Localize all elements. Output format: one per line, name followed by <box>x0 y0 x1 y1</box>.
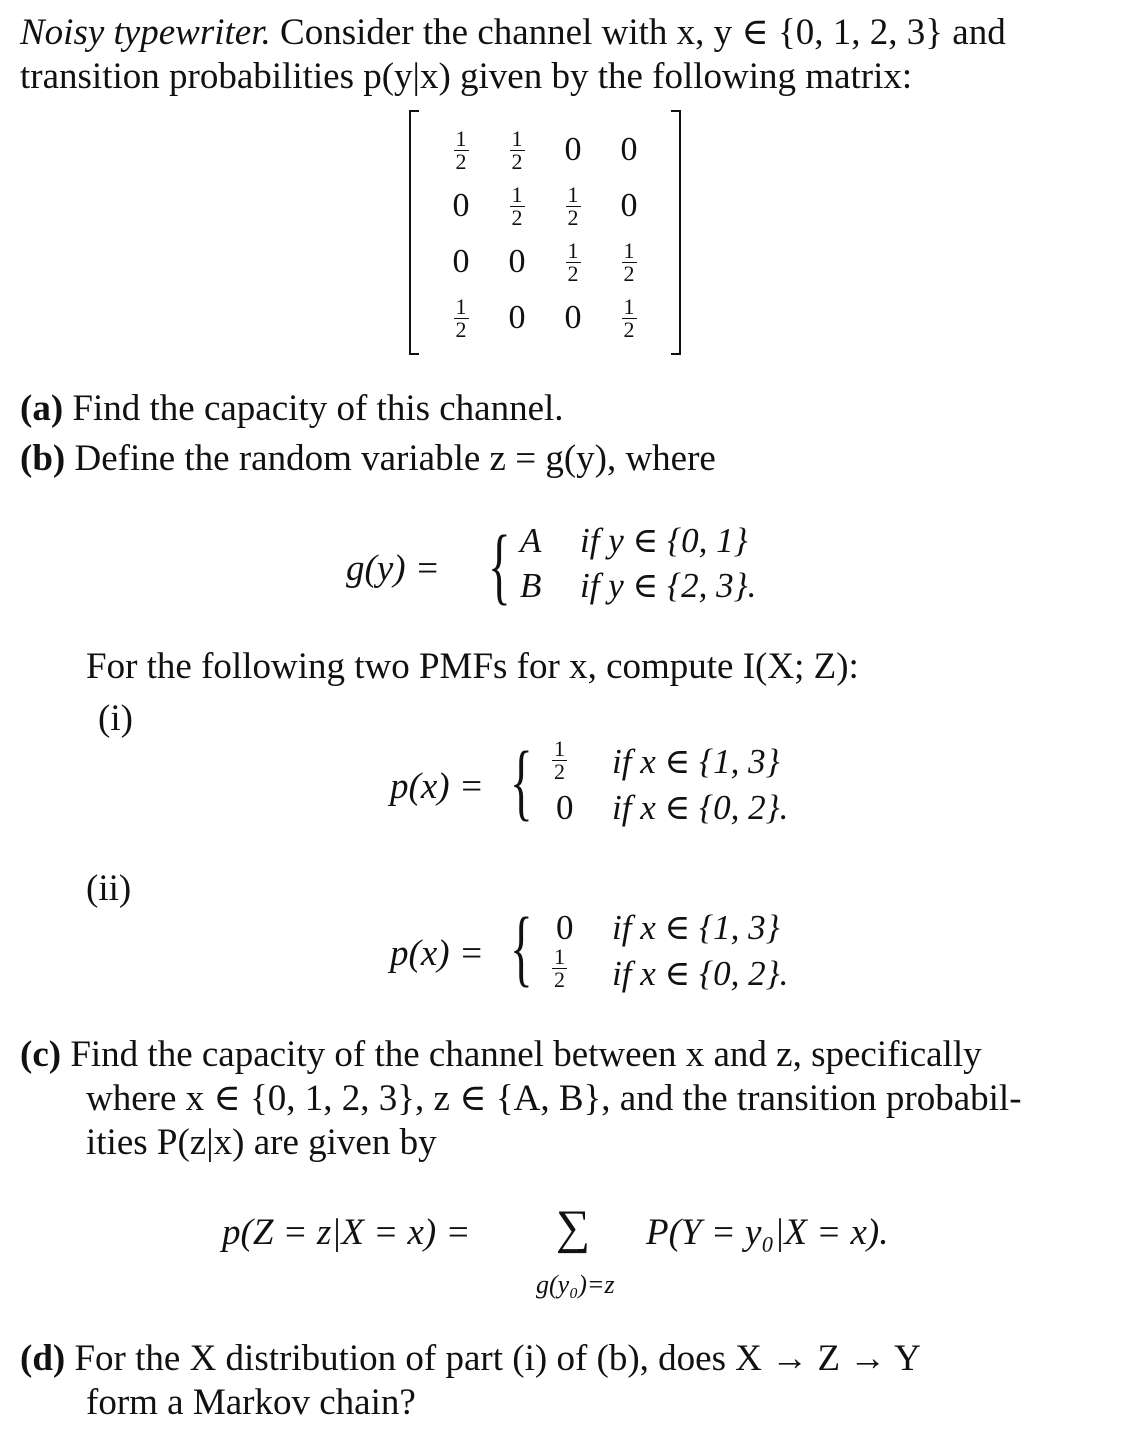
sum-symbol: ∑ <box>556 1201 591 1254</box>
part-c-line3: ities P(z|x) are given by <box>86 1122 437 1163</box>
part-a <box>20 390 564 427</box>
g-brace: { <box>488 517 511 613</box>
i-case2-cond: if x ∈ {0, 2}. <box>612 788 789 827</box>
matrix-cell <box>489 122 545 178</box>
eq-lhs: p(Z = z|X = x) = <box>222 1212 471 1253</box>
numerator: 1 <box>455 293 467 319</box>
sub-ii-label: (ii) <box>86 868 132 909</box>
transition-matrix <box>409 110 681 355</box>
part-c-line2: where x ∈ {0, 1, 2, 3}, z ∈ {A, B}, and the transition probabil- <box>86 1078 1022 1119</box>
eq-rhs: P(Y = y₀|X = x). <box>646 1212 889 1253</box>
denominator: 2 <box>455 148 467 174</box>
part-a-label: (a) <box>20 388 64 429</box>
intro-line-2: transition probabilities p(y|x) given by the following matrix: <box>20 56 913 97</box>
part-b <box>20 440 716 477</box>
matrix-cell: 0 <box>508 299 526 336</box>
matrix-cell: 0 <box>620 131 638 168</box>
matrix-cell <box>545 178 601 234</box>
i-case2-value: 0 <box>556 788 574 827</box>
px-lhs-i: p(x) = <box>390 766 484 807</box>
intro-text-1: Consider the channel with x, y ∈ {0, 1, 2, 3} and <box>280 12 1006 53</box>
matrix-cell: 0 <box>564 299 582 336</box>
part-b-label: (b) <box>20 438 66 479</box>
ii-case1-cond: if x ∈ {1, 3} <box>612 908 780 947</box>
fraction <box>510 181 525 230</box>
half-fraction: $\frac{1}{2}$ <box>554 736 565 784</box>
denominator: 2 <box>511 204 523 230</box>
matrix-row <box>433 178 657 234</box>
part-c-line1 <box>20 1036 982 1073</box>
px-brace-ii: { <box>510 899 533 995</box>
denominator: 2 <box>455 316 467 342</box>
numerator: 1 <box>511 125 523 151</box>
denominator: 2 <box>567 204 579 230</box>
part-a-text: Find the capacity of this channel. <box>72 388 564 429</box>
numerator: 1 <box>623 237 635 263</box>
matrix-cell <box>601 290 657 346</box>
px-brace-i: { <box>510 733 533 829</box>
fraction <box>622 293 637 342</box>
matrix-cell <box>433 122 489 178</box>
denominator: 2 <box>623 260 635 286</box>
denominator: 2 <box>567 260 579 286</box>
matrix-cell: 0 <box>452 243 470 280</box>
matrix-right-bracket <box>671 110 681 355</box>
g-lhs: g(y) = <box>346 548 440 589</box>
fraction <box>454 125 469 174</box>
pmf-intro: For the following two PMFs for x, compute I(X; Z): <box>86 646 859 687</box>
fraction <box>566 237 581 286</box>
matrix-row <box>433 122 657 178</box>
numerator: 1 <box>623 293 635 319</box>
px-lhs-ii: p(x) = <box>390 933 484 974</box>
matrix-cell: 0 <box>564 131 582 168</box>
i-case1-value <box>552 738 567 783</box>
part-b-text: Define the random variable z = g(y), where <box>74 438 716 479</box>
part-c-text-1: Find the capacity of the channel between x and z, specifically <box>70 1034 982 1075</box>
matrix-cell <box>545 234 601 290</box>
matrix-cell <box>489 178 545 234</box>
matrix-row <box>433 234 657 290</box>
g-case2-value: B <box>520 566 542 605</box>
half-fraction: $\frac{1}{2}$ <box>554 944 565 992</box>
matrix-cell <box>601 234 657 290</box>
numerator: 1 <box>567 237 579 263</box>
matrix-cell <box>433 290 489 346</box>
ii-case2-value <box>552 946 567 991</box>
matrix-cell: 0 <box>508 243 526 280</box>
ii-case1-value: 0 <box>556 908 574 947</box>
g-case1-value: A <box>520 521 542 560</box>
matrix-row <box>433 290 657 346</box>
fraction <box>622 237 637 286</box>
part-c-label: (c) <box>20 1034 62 1075</box>
numerator: 1 <box>511 181 523 207</box>
numerator: 1 <box>567 181 579 207</box>
denominator: 2 <box>623 316 635 342</box>
matrix-left-bracket <box>409 110 419 355</box>
g-case1-cond: if y ∈ {0, 1} <box>580 521 748 560</box>
fraction <box>566 181 581 230</box>
numerator: 1 <box>455 125 467 151</box>
problem-title: Noisy typewriter. <box>20 12 271 53</box>
i-case1-cond: if x ∈ {1, 3} <box>612 742 780 781</box>
sub-i-label: (i) <box>98 698 133 739</box>
part-d-label: (d) <box>20 1338 66 1379</box>
sum-subscript: g(y₀)=z <box>536 1270 615 1299</box>
denominator: 2 <box>511 148 523 174</box>
intro-line-1 <box>20 14 1110 51</box>
g-case2-cond: if y ∈ {2, 3}. <box>580 566 757 605</box>
fraction <box>510 125 525 174</box>
matrix-table <box>433 122 657 346</box>
ii-case2-cond: if x ∈ {0, 2}. <box>612 954 789 993</box>
part-d-line1 <box>20 1340 921 1377</box>
matrix-cell: 0 <box>452 187 470 224</box>
fraction <box>454 293 469 342</box>
part-d-text-1: For the X distribution of part (i) of (b), does X → Z → Y <box>74 1338 921 1379</box>
part-d-line2: form a Markov chain? <box>86 1382 416 1423</box>
matrix-cell: 0 <box>620 187 638 224</box>
